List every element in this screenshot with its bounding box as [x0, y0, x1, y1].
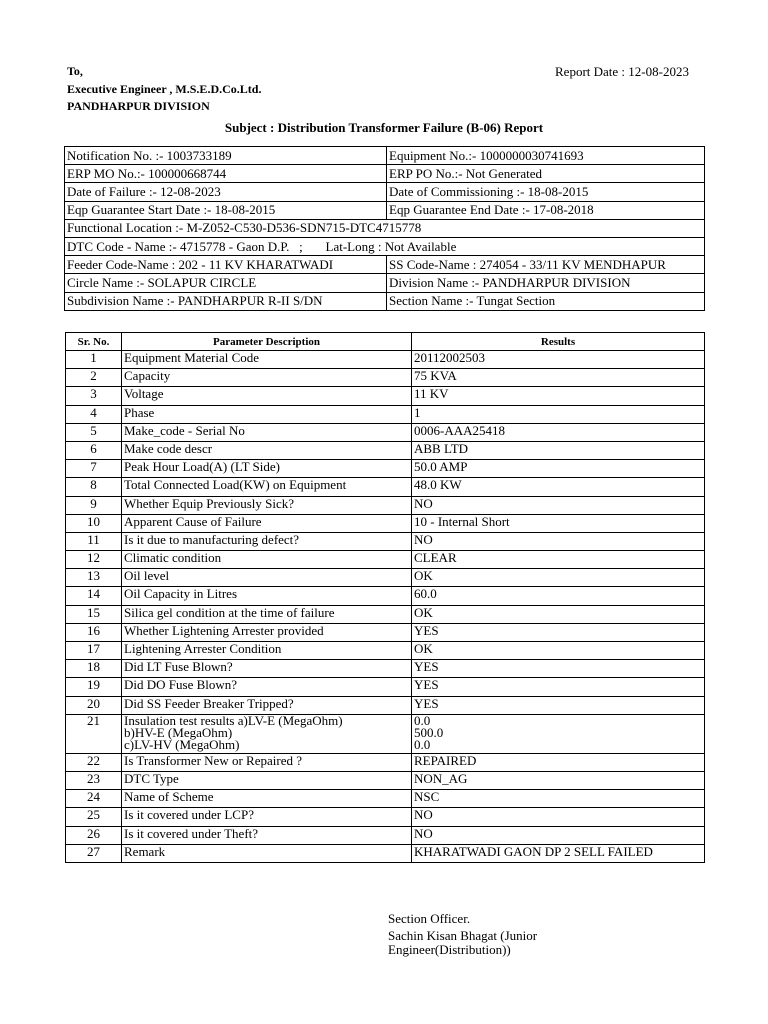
- table-row: [66, 514, 705, 532]
- insulation-lv-hv-value: 0.0: [414, 736, 431, 752]
- table-row: [66, 569, 705, 587]
- parameter-description: Name of Scheme: [122, 790, 412, 808]
- parameters-row-21: [66, 714, 705, 753]
- parameter-description: Climatic condition: [122, 551, 412, 569]
- sr-no: 19: [66, 678, 122, 696]
- guarantee-end: Eqp Guarantee End Date :- 17-08-2018: [387, 201, 705, 219]
- date-of-commissioning: Date of Commissioning :- 18-08-2015: [387, 183, 705, 201]
- parameter-description: Did LT Fuse Blown?: [122, 660, 412, 678]
- table-row: [66, 714, 705, 753]
- parameter-description: Is Transformer New or Repaired ?: [122, 753, 412, 771]
- info-row: [65, 274, 705, 292]
- table-row: [66, 605, 705, 623]
- info-table: [64, 146, 705, 311]
- addressee-division: PANDHARPUR DIVISION: [67, 99, 210, 113]
- report-subject: Subject : Distribution Transformer Failure (B-06) Report: [224, 120, 544, 135]
- parameter-description: Make_code - Serial No: [122, 423, 412, 441]
- table-row: [66, 771, 705, 789]
- parameter-description: Total Connected Load(KW) on Equipment: [122, 478, 412, 496]
- parameter-result: NO: [412, 808, 705, 826]
- table-row: [66, 660, 705, 678]
- table-row: [66, 551, 705, 569]
- division-name: Division Name :- PANDHARPUR DIVISION: [387, 274, 705, 292]
- insulation-hv-e-label: b)HV-E (MegaOhm): [124, 724, 233, 740]
- header-parameter-description: Parameter Description: [122, 333, 412, 351]
- parameter-description: Did DO Fuse Blown?: [122, 678, 412, 696]
- feeder-code: Feeder Code-Name : 202 - 11 KV KHARATWADI: [65, 256, 387, 274]
- parameters-rows-after: [66, 753, 705, 862]
- parameter-description: Is it covered under LCP?: [122, 808, 412, 826]
- parameter-description: Lightening Arrester Condition: [122, 642, 412, 660]
- sr-no: 3: [66, 387, 122, 405]
- sr-no: 17: [66, 642, 122, 660]
- insulation-lv-e-label: Insulation test results a)LV-E (MegaOhm): [124, 714, 343, 728]
- sr-no: 1: [66, 351, 122, 369]
- insulation-lv-e-value: 0.0: [414, 714, 431, 728]
- parameter-result: 60.0: [412, 587, 705, 605]
- parameter-description: [122, 714, 412, 753]
- table-row: [66, 460, 705, 478]
- header-results: Results: [412, 333, 705, 351]
- insulation-lv-hv-label: c)LV-HV (MegaOhm): [124, 736, 240, 752]
- sr-no: 27: [66, 844, 122, 862]
- table-row: [66, 826, 705, 844]
- parameter-description: Apparent Cause of Failure: [122, 514, 412, 532]
- parameter-result: 10 - Internal Short: [412, 514, 705, 532]
- sr-no: 22: [66, 753, 122, 771]
- parameter-description: Phase: [122, 405, 412, 423]
- table-row: [66, 405, 705, 423]
- info-row: [65, 183, 705, 201]
- parameter-result: 48.0 KW: [412, 478, 705, 496]
- table-row: [66, 441, 705, 459]
- subdivision-name: Subdivision Name :- PANDHARPUR R-II S/DN: [65, 292, 387, 310]
- parameter-result: 1: [412, 405, 705, 423]
- sr-no: 23: [66, 771, 122, 789]
- parameter-result: OK: [412, 605, 705, 623]
- table-row: [66, 808, 705, 826]
- parameter-description: Whether Lightening Arrester provided: [122, 623, 412, 641]
- parameter-result: [412, 714, 705, 753]
- parameter-description: Is it due to manufacturing defect?: [122, 532, 412, 550]
- parameter-result: 11 KV: [412, 387, 705, 405]
- table-row: [66, 496, 705, 514]
- sr-no: 21: [66, 714, 122, 753]
- sr-no: 6: [66, 441, 122, 459]
- header-sr-no: Sr. No.: [66, 333, 122, 351]
- dtc-code: DTC Code - Name :- 4715778 - Gaon D.P. ; Lat-Long : Not Available: [65, 237, 705, 255]
- sr-no: 8: [66, 478, 122, 496]
- parameter-result: YES: [412, 660, 705, 678]
- parameter-result: OK: [412, 642, 705, 660]
- info-row: [65, 147, 705, 165]
- circle-name: Circle Name :- SOLAPUR CIRCLE: [65, 274, 387, 292]
- sr-no: 5: [66, 423, 122, 441]
- table-row: [66, 790, 705, 808]
- info-row: [65, 292, 705, 310]
- guarantee-start: Eqp Guarantee Start Date :- 18-08-2015: [65, 201, 387, 219]
- sr-no: 14: [66, 587, 122, 605]
- erp-mo-no: ERP MO No.:- 100000668744: [65, 165, 387, 183]
- signature-name: Sachin Kisan Bhagat (Junior Engineer(Distribution)): [388, 928, 538, 957]
- address-to: To,: [67, 64, 83, 78]
- erp-po-no: ERP PO No.:- Not Generated: [387, 165, 705, 183]
- insulation-hv-e-value: 500.0: [414, 724, 444, 740]
- parameter-result: CLEAR: [412, 551, 705, 569]
- info-row: [65, 256, 705, 274]
- functional-location: Functional Location :- M-Z052-C530-D536-SDN715-DTC4715778: [65, 219, 705, 237]
- parameter-result: REPAIRED: [412, 753, 705, 771]
- parameter-result: OK: [412, 569, 705, 587]
- parameter-result: YES: [412, 696, 705, 714]
- parameters-table: [65, 332, 705, 863]
- sr-no: 2: [66, 369, 122, 387]
- parameter-result: NO: [412, 532, 705, 550]
- sr-no: 10: [66, 514, 122, 532]
- report-date: Report Date : 12-08-2023: [555, 64, 689, 79]
- sr-no: 20: [66, 696, 122, 714]
- parameter-result: NO: [412, 826, 705, 844]
- parameter-result: 50.0 AMP: [412, 460, 705, 478]
- parameter-result: NON_AG: [412, 771, 705, 789]
- sr-no: 26: [66, 826, 122, 844]
- addressee: Executive Engineer , M.S.E.D.Co.Ltd.: [67, 82, 262, 96]
- table-row: [66, 369, 705, 387]
- parameter-description: Remark: [122, 844, 412, 862]
- sr-no: 15: [66, 605, 122, 623]
- sr-no: 18: [66, 660, 122, 678]
- table-row: [66, 532, 705, 550]
- parameter-description: DTC Type: [122, 771, 412, 789]
- table-row: [66, 478, 705, 496]
- info-row: [65, 219, 705, 237]
- parameter-result: KHARATWADI GAON DP 2 SELL FAILED: [412, 844, 705, 862]
- parameter-description: Equipment Material Code: [122, 351, 412, 369]
- parameter-description: Did SS Feeder Breaker Tripped?: [122, 696, 412, 714]
- info-row: [65, 237, 705, 255]
- parameter-result: 75 KVA: [412, 369, 705, 387]
- parameter-result: NO: [412, 496, 705, 514]
- sr-no: 13: [66, 569, 122, 587]
- table-row: [66, 678, 705, 696]
- table-row: [66, 642, 705, 660]
- table-row: [66, 623, 705, 641]
- date-of-failure: Date of Failure :- 12-08-2023: [65, 183, 387, 201]
- parameter-result: YES: [412, 623, 705, 641]
- parameter-description: Peak Hour Load(A) (LT Side): [122, 460, 412, 478]
- parameter-result: ABB LTD: [412, 441, 705, 459]
- parameter-description: Make code descr: [122, 441, 412, 459]
- ss-code: SS Code-Name : 274054 - 33/11 KV MENDHAPUR: [387, 256, 705, 274]
- section-name: Section Name :- Tungat Section: [387, 292, 705, 310]
- sr-no: 16: [66, 623, 122, 641]
- sr-no: 12: [66, 551, 122, 569]
- table-row: [66, 351, 705, 369]
- sr-no: 9: [66, 496, 122, 514]
- equipment-no: Equipment No.:- 1000000030741693: [387, 147, 705, 165]
- sr-no: 11: [66, 532, 122, 550]
- parameters-header-row: [66, 333, 705, 351]
- parameter-description: Whether Equip Previously Sick?: [122, 496, 412, 514]
- sr-no: 7: [66, 460, 122, 478]
- sr-no: 25: [66, 808, 122, 826]
- parameter-description: Oil Capacity in Litres: [122, 587, 412, 605]
- info-row: [65, 165, 705, 183]
- sr-no: 4: [66, 405, 122, 423]
- notification-no: Notification No. :- 1003733189: [65, 147, 387, 165]
- table-row: [66, 387, 705, 405]
- parameter-result: 0006-AAA25418: [412, 423, 705, 441]
- parameter-description: Voltage: [122, 387, 412, 405]
- table-row: [66, 696, 705, 714]
- sr-no: 24: [66, 790, 122, 808]
- table-row: [66, 423, 705, 441]
- parameter-description: Oil level: [122, 569, 412, 587]
- parameter-result: 20112002503: [412, 351, 705, 369]
- table-row: [66, 753, 705, 771]
- signature-title: Section Officer.: [388, 911, 471, 926]
- parameter-result: YES: [412, 678, 705, 696]
- table-row: [66, 844, 705, 862]
- parameter-description: Silica gel condition at the time of failure: [122, 605, 412, 623]
- parameter-description: Is it covered under Theft?: [122, 826, 412, 844]
- info-row: [65, 201, 705, 219]
- parameter-result: NSC: [412, 790, 705, 808]
- parameters-rows: [66, 351, 705, 715]
- table-row: [66, 587, 705, 605]
- parameter-description: Capacity: [122, 369, 412, 387]
